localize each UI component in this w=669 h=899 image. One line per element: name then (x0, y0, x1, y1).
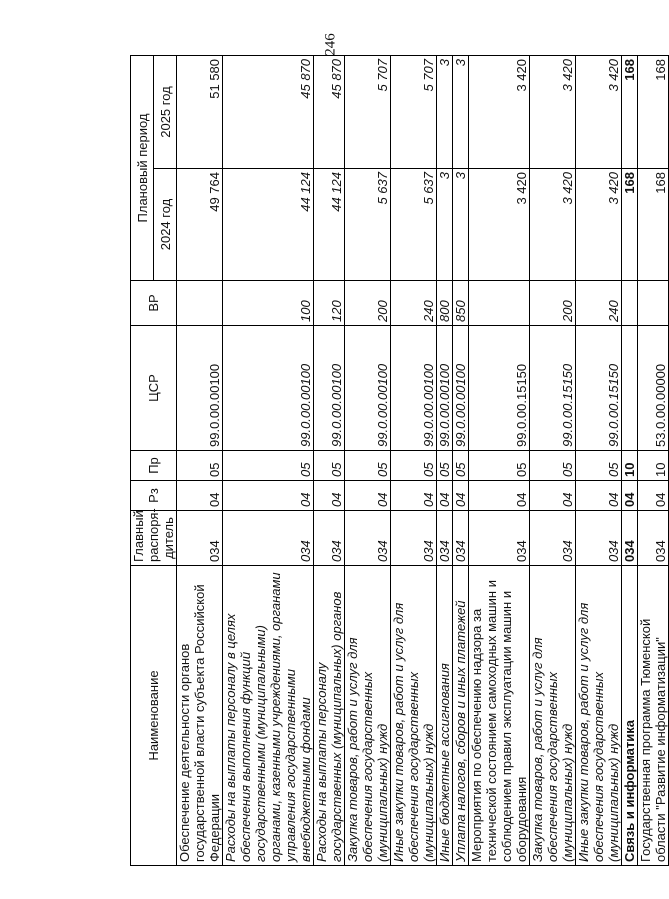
cell-pr: 05 (223, 451, 314, 481)
cell-2024: 3 420 (469, 169, 530, 281)
cell-csr: 99.0.00.00100 (437, 326, 453, 451)
table-row (345, 55, 391, 865)
cell-vr (177, 281, 223, 326)
cell-vr: 100 (223, 281, 314, 326)
cell-2024: 44 124 (223, 169, 314, 281)
cell-pr: 05 (576, 451, 622, 481)
cell-name: Закупка товаров, работ и услуг для обеспечения государственных (муниципальных) нужд (530, 566, 576, 866)
cell-2024: 5 637 (345, 169, 391, 281)
cell-csr: 99.0.00.00100 (345, 326, 391, 451)
table-row (530, 55, 576, 865)
cell-2024: 5 637 (391, 169, 437, 281)
cell-2025: 3 420 (469, 55, 530, 168)
cell-name: Иные бюджетные ассигнования (437, 566, 453, 866)
cell-rz: 04 (345, 481, 391, 511)
cell-2025: 5 707 (345, 55, 391, 168)
cell-rz: 04 (469, 481, 530, 511)
table-header (131, 55, 177, 865)
cell-name: Иные закупки товаров, работ и услуг для обеспечения государственных (муниципальных) нужд (576, 566, 622, 866)
table-row (453, 55, 469, 865)
cell-vr (638, 281, 669, 326)
cell-name: Расходы на выплаты персоналу в целях обеспечения выполнения функций государственными (муниципальными) органами, казенными учреждениями, органами управления государственными внебюджетными фондами (223, 566, 314, 866)
cell-rz: 04 (391, 481, 437, 511)
cell-rz: 04 (622, 481, 638, 511)
cell-csr: 99.0.00.00100 (391, 326, 437, 451)
cell-pr: 10 (622, 451, 638, 481)
cell-pr: 05 (314, 451, 345, 481)
cell-csr: 99.0.00.15150 (469, 326, 530, 451)
cell-rz: 04 (576, 481, 622, 511)
cell-vr: 200 (345, 281, 391, 326)
header-name: Наименование (131, 566, 177, 866)
table-row (469, 55, 530, 865)
cell-2024: 44 124 (314, 169, 345, 281)
cell-2024: 3 (453, 169, 469, 281)
cell-pr: 05 (453, 451, 469, 481)
cell-2024: 3 420 (530, 169, 576, 281)
cell-vr: 240 (576, 281, 622, 326)
header-pr: Пр (131, 451, 177, 481)
cell-grbs: 034 (453, 511, 469, 566)
cell-grbs: 034 (576, 511, 622, 566)
cell-grbs: 034 (437, 511, 453, 566)
table-row (314, 55, 345, 865)
header-period: Плановый период (131, 55, 154, 280)
cell-2024: 3 (437, 169, 453, 281)
table-row (223, 55, 314, 865)
table-row (177, 55, 223, 865)
cell-grbs: 034 (622, 511, 638, 566)
cell-rz: 04 (453, 481, 469, 511)
page-number: 246 (322, 33, 339, 56)
cell-grbs: 034 (469, 511, 530, 566)
cell-2025: 3 (437, 55, 453, 168)
cell-name: Закупка товаров, работ и услуг для обеспечения государственных (муниципальных) нужд (345, 566, 391, 866)
cell-2025: 5 707 (391, 55, 437, 168)
cell-name: Мероприятия по обеспечению надзора за технической состоянием самоходных машин и соблюдением правил эксплуатации машин и оборудования (469, 566, 530, 866)
table-row (437, 55, 453, 865)
cell-rz: 04 (638, 481, 669, 511)
cell-2024: 49 764 (177, 169, 223, 281)
cell-csr: 99.0.00.00100 (177, 326, 223, 451)
cell-csr: 99.0.00.15150 (576, 326, 622, 451)
cell-csr: 99.0.00.15150 (530, 326, 576, 451)
cell-vr: 200 (530, 281, 576, 326)
header-2025: 2025 год (154, 55, 177, 168)
cell-pr: 05 (345, 451, 391, 481)
cell-vr: 850 (453, 281, 469, 326)
cell-pr: 05 (469, 451, 530, 481)
cell-csr: 53.0.00.00000 (638, 326, 669, 451)
cell-grbs: 034 (530, 511, 576, 566)
table-row (576, 55, 622, 865)
cell-name: Расходы на выплаты персоналу государственных (муниципальных) органов (314, 566, 345, 866)
cell-rz: 04 (223, 481, 314, 511)
cell-2025: 45 870 (314, 55, 345, 168)
cell-name: Иные закупки товаров, работ и услуг для обеспечения государственных (муниципальных) нужд (391, 566, 437, 866)
cell-csr: 99.0.00.00100 (453, 326, 469, 451)
cell-pr: 05 (177, 451, 223, 481)
cell-pr: 10 (638, 451, 669, 481)
cell-csr (622, 326, 638, 451)
cell-name: Обеспечение деятельности органов государственной власти субъекта Российской Федерации (177, 566, 223, 866)
cell-2024: 168 (638, 169, 669, 281)
cell-pr: 05 (391, 451, 437, 481)
header-vr: ВР (131, 281, 177, 326)
cell-rz: 04 (177, 481, 223, 511)
header-csr: ЦСР (131, 326, 177, 451)
header-grbs: Главный распоря-дитель (131, 511, 177, 566)
cell-2025: 45 870 (223, 55, 314, 168)
header-rz: Рз (131, 481, 177, 511)
cell-rz: 04 (437, 481, 453, 511)
cell-name: Связь и информатика (622, 566, 638, 866)
cell-2024: 3 420 (576, 169, 622, 281)
table-row (391, 55, 437, 865)
cell-name: Уплата налогов, сборов и иных платежей (453, 566, 469, 866)
budget-table (130, 55, 669, 866)
cell-grbs: 034 (314, 511, 345, 566)
cell-grbs: 034 (638, 511, 669, 566)
cell-2025: 3 420 (576, 55, 622, 168)
cell-2024: 168 (622, 169, 638, 281)
cell-vr: 240 (391, 281, 437, 326)
cell-2025: 3 (453, 55, 469, 168)
table-body (177, 55, 669, 865)
cell-vr: 120 (314, 281, 345, 326)
cell-2025: 3 420 (530, 55, 576, 168)
cell-vr (469, 281, 530, 326)
cell-name: Государственная программа Тюменской области "Развитие информатизации" (638, 566, 669, 866)
cell-grbs: 034 (345, 511, 391, 566)
cell-grbs: 034 (391, 511, 437, 566)
cell-pr: 05 (437, 451, 453, 481)
cell-vr (622, 281, 638, 326)
cell-2025: 168 (638, 55, 669, 168)
cell-rz: 04 (314, 481, 345, 511)
cell-csr: 99.0.00.00100 (314, 326, 345, 451)
cell-grbs: 034 (177, 511, 223, 566)
table-row (638, 55, 669, 865)
cell-vr: 800 (437, 281, 453, 326)
cell-csr: 99.0.00.00100 (223, 326, 314, 451)
cell-2025: 168 (622, 55, 638, 168)
header-2024: 2024 год (154, 169, 177, 281)
cell-2025: 51 580 (177, 55, 223, 168)
cell-rz: 04 (530, 481, 576, 511)
cell-grbs: 034 (223, 511, 314, 566)
rotated-table-container (130, 56, 668, 866)
cell-pr: 05 (530, 451, 576, 481)
table-row (622, 55, 638, 865)
